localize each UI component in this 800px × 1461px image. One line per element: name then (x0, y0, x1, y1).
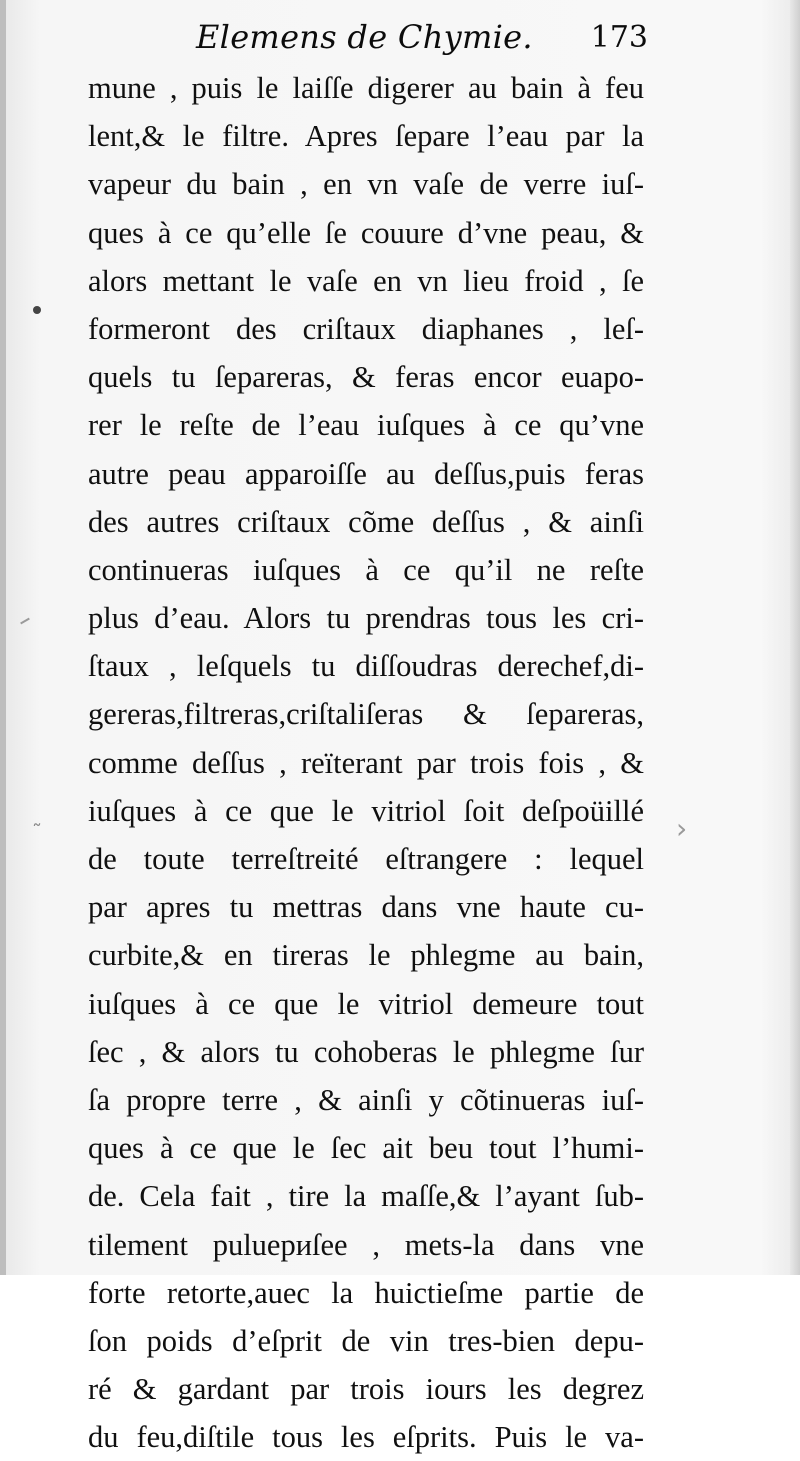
text-line: comme deſſus , reïterant par trois fois , & (88, 745, 644, 780)
text-line: ſon poids d’eſprit de vin tres-bien depu- (88, 1323, 644, 1358)
text-line: rer le reſte de l’eau iuſques à ce qu’vne (88, 408, 644, 443)
text-line: forte retorte,auec la huictieſme partie de (88, 1275, 644, 1310)
text-line: mune , puis le laiſſe digerer au bain à feu (88, 71, 644, 105)
text-line: quels tu ſepareras, & feras encor euapo- (88, 360, 644, 395)
margin-ink-mark: ˜ (32, 820, 42, 844)
page-gutter-left (0, 0, 6, 1275)
body-text (88, 64, 644, 1461)
text-line: continueras iuſques à ce qu’il ne reſte (88, 552, 644, 587)
text-line: tilement puluериſee , mets-la dans vne (88, 1227, 644, 1262)
text-line: iuſques à ce que le vitriol ſoit deſpoüillé (88, 793, 644, 828)
text-line: lent,& le filtre. Apres ſepare l’eau par la (88, 119, 644, 154)
show-through-mark: › (676, 812, 688, 845)
page-edge-right (790, 0, 800, 1275)
text-line: ſtaux , leſquels tu diſſoudras derechef,di- (88, 649, 644, 684)
text-line: curbite,& en tireras le phlegme au bain, (88, 938, 644, 973)
text-line: vapeur du bain , en vn vaſe de verre iuſ- (88, 167, 644, 202)
text-line: des autres criſtaux cõme deſſus , & ainſi (88, 504, 644, 539)
margin-ink-mark (20, 618, 30, 625)
text-line: formeront des criſtaux diaphanes , leſ- (88, 311, 644, 346)
text-line: ques à ce qu’elle ſe couure d’vne peau, & (88, 215, 644, 250)
running-head (196, 18, 648, 62)
text-line: gereras,filtreras,criſtaliſeras & ſepareras, (88, 697, 644, 732)
text-line: du feu,diſtile tous les eſprits. Puis le va- (88, 1420, 644, 1455)
text-line: alors mettant le vaſe en vn lieu froid , ſe (88, 263, 644, 298)
text-line: iuſques à ce que le vitriol demeure tout (88, 986, 644, 1021)
text-line: plus d’eau. Alors tu prendras tous les cri- (88, 601, 644, 636)
page-number: 173 (590, 20, 648, 55)
text-line: par apres tu mettras dans vne haute cu- (88, 890, 644, 925)
text-line: ſa propre terre , & ainſi y cõtinueras iuſ- (88, 1082, 644, 1117)
running-head-title: Elemens de Chymie. (196, 18, 533, 56)
text-line: autre peau apparoiſſe au deſſus,puis feras (88, 456, 644, 491)
text-line: de toute terreſtreité eſtrangere : lequel (88, 842, 644, 876)
text-line: ré & gardant par trois iours les degrez (88, 1372, 644, 1407)
text-line: ſec , & alors tu cohoberas le phlegme ſur (88, 1034, 644, 1069)
margin-ink-dot (33, 306, 41, 314)
text-line: ques à ce que le ſec ait beu tout l’humi- (88, 1131, 644, 1166)
text-line: de. Cela fait , tire la maſſe,& l’ayant ſub- (88, 1179, 644, 1214)
